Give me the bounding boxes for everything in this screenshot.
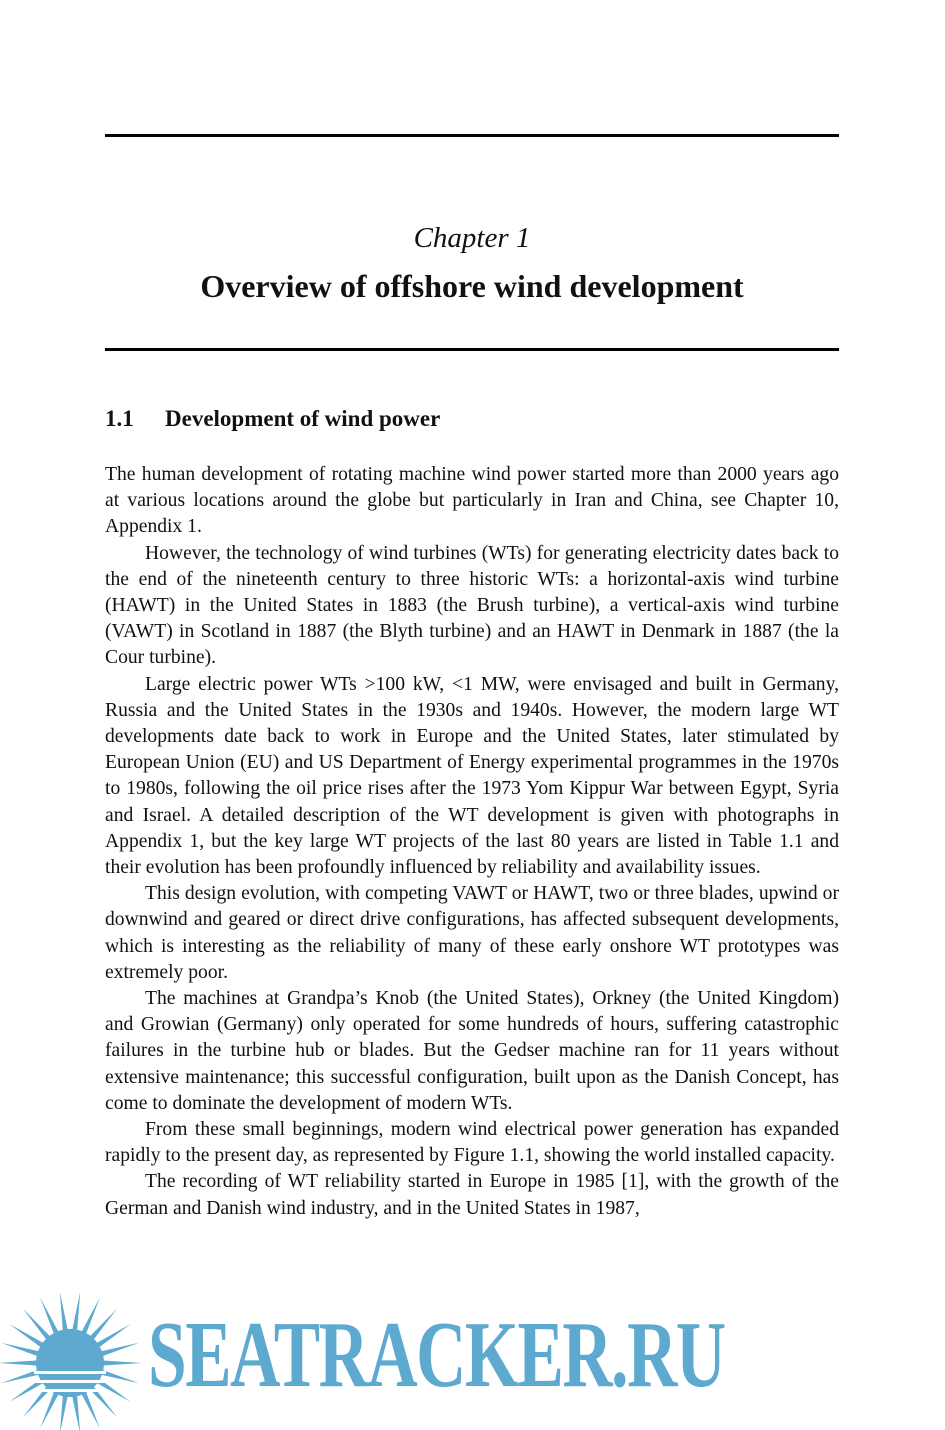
section-heading <box>105 404 839 434</box>
sun-ray <box>60 1292 69 1334</box>
paragraph: The recording of WT reliability started in Europe in 1985 [1], with the growth of the German and Danish wind industry, and in the United States in 1987, <box>105 1171 839 1219</box>
paragraph: From these small beginnings, modern wind electrical power generation has expanded rapidly to the present day, as represented by Figure 1.1, showing the world installed capacity. <box>105 1119 839 1167</box>
sun-stripe <box>34 1371 106 1374</box>
section-title: Development of wind power <box>165 406 441 431</box>
paragraph: This design evolution, with competing VAWT or HAWT, two or three blades, upwind or downwind and geared or direct drive configurations, has affected subsequent developments, which is interesting as the reliability of many of these early onshore WT prototypes was extremely poor. <box>105 883 839 983</box>
chapter-title: Overview of offshore wind development <box>200 268 744 304</box>
watermark-text: SEATRACKER.RU <box>148 1303 725 1407</box>
chapter-label: Chapter 1 <box>413 222 531 254</box>
sun-stripe <box>34 1380 106 1383</box>
sun-ray <box>72 1292 81 1334</box>
sun-ray <box>1 1343 42 1358</box>
sun-ray <box>72 1392 81 1430</box>
top-rule <box>105 134 839 137</box>
sun-ray <box>60 1392 69 1430</box>
bottom-rule <box>105 348 839 351</box>
body-text <box>105 462 839 1222</box>
sun-ray <box>0 1360 40 1365</box>
paragraph: The machines at Grandpa’s Knob (the United States), Orkney (the United Kingdom) and Growian (Germany) only operated for some hundreds of hours, suffering catastrophic failures in the turbine hub or blades. But the Gedser machine ran for 11 years without extensive maintenance; this successful configuration, built upon as the Danish Concept, has come to dominate the development of modern WTs. <box>105 988 839 1114</box>
sun-disc <box>36 1329 104 1397</box>
sun-icon <box>0 1292 142 1430</box>
sun-ray <box>100 1360 142 1365</box>
paragraph: Large electric power WTs >100 kW, <1 MW, were envisaged and built in Germany, Russia and the United States in the 1930s and 1940s. However, the modern large WT developments date back to work in Europe and the United States, later stimulated by European Union (EU) and US Department of Energy experimental programmes in the 1970s to 1980s, following the oil price rises after the 1973 Yom Kippur War between Egypt, Syria and Israel. A detailed description of the WT development is given with photographs in Appendix 1, but the key large WT projects of the last 80 years are listed in Table 1.1 and their evolution has been profoundly influenced by reliability and availability issues. <box>105 673 839 879</box>
sun-stripe <box>34 1389 106 1392</box>
section-number: 1.1 <box>105 406 134 431</box>
paragraph: However, the technology of wind turbines (WTs) for generating electricity dates back to the end of the nineteenth century to three historic WTs: a horizontal-axis wind turbine (HAWT) in the United States in 1883 (the Brush turbine), a vertical-axis wind turbine (VAWT) in Scotland in 1887 (the Blyth turbine) and an HAWT in Denmark in 1887 (the la Cour turbine). <box>105 542 839 669</box>
paragraph: The human development of rotating machine wind power started more than 2000 years ago at various locations around the globe but particularly in Iran and China, see Chapter 10, Appendix 1. <box>105 464 839 538</box>
sun-ray <box>98 1343 139 1358</box>
